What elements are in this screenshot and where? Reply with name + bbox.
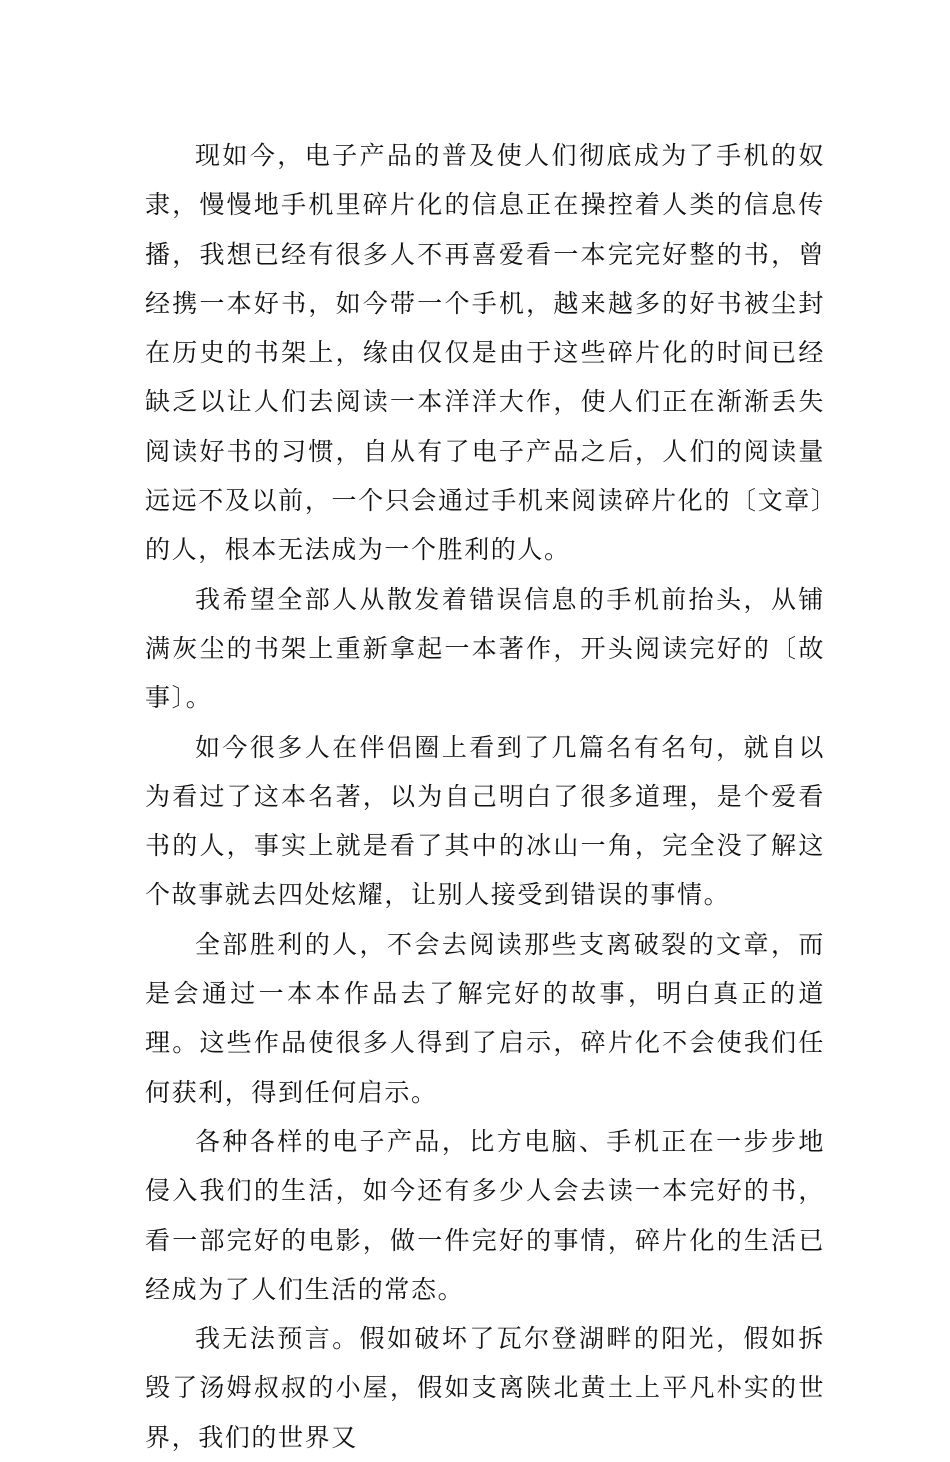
- paragraph-4: 全部胜利的人，不会去阅读那些支离破裂的文章，而是会通过一本本作品去了解完好的故事，明白真正的道理。这些作品使很多人得到了启示，碎片化不会使我们任何获利，得到任何启示。: [145, 929, 825, 1107]
- paragraph-6: 我无法预言。假如破坏了瓦尔登湖畔的阳光，假如拆毁了汤姆叔叔的小屋，假如支离陕北黄土上平凡朴实的世界，我们的世界又: [145, 1324, 825, 1452]
- paragraph-5: 各种各样的电子产品，比方电脑、手机正在一步步地侵入我们的生活，如今还有多少人会去读一本完好的书，看一部完好的电影，做一件完好的事情，碎片化的生活已经成为了人们生活的常态。: [145, 1126, 825, 1304]
- paragraph-2: 我希望全部人从散发着错误信息的手机前抬头，从铺满灰尘的书架上重新拿起一本著作，开头阅读完好的〔故事〕。: [145, 584, 825, 713]
- paragraph-3: 如今很多人在伴侣圈上看到了几篇名有名句，就自以为看过了这本名著，以为自己明白了很多道理，是个爱看书的人，事实上就是看了其中的冰山一角，完全没了解这个故事就去四处炫耀，让别人接受到错误的事情。: [145, 732, 825, 910]
- paragraph-1: 现如今，电子产品的普及使人们彻底成为了手机的奴隶，慢慢地手机里碎片化的信息正在操控着人类的信息传播，我想已经有很多人不再喜爱看一本完完好整的书，曾经携一本好书，如今带一个手机，越来越多的好书被尘封在历史的书架上，缘由仅仅是由于这些碎片化的时间已经缺乏以让人们去阅读一本洋洋大作，使人们正在渐渐丢失阅读好书的习惯，自从有了电子产品之后，人们的阅读量远远不及以前，一个只会通过手机来阅读碎片化的〔文章〕的人，根本无法成为一个胜利的人。: [145, 141, 825, 565]
- document-body: [145, 131, 825, 1462]
